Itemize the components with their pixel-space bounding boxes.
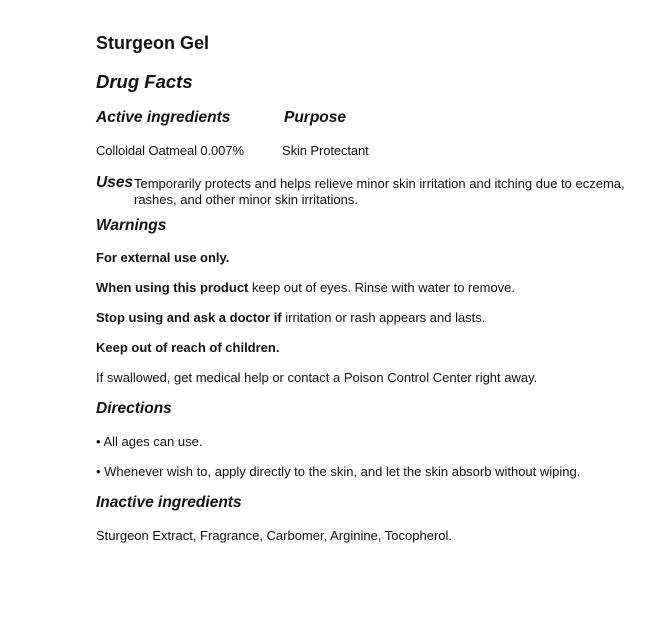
- active-ingredient: Colloidal Oatmeal 0.007%: [96, 143, 244, 158]
- warnings-heading: Warnings: [96, 217, 167, 234]
- active-purpose: Skin Protectant: [282, 143, 369, 158]
- stop-using-warning: [96, 310, 485, 325]
- uses-text-line1: Temporarily protects and helps relieve minor skin irritation and itching due to eczema,: [134, 176, 625, 191]
- swallowed-warning: If swallowed, get medical help or contact a Poison Control Center right away.: [96, 370, 538, 385]
- when-using-warning: [96, 280, 515, 295]
- direction-item: • Whenever wish to, apply directly to the skin, and let the skin absorb without wiping.: [96, 464, 581, 479]
- stop-using-label: Stop using and ask a doctor if: [96, 310, 282, 325]
- external-use-warning: For external use only.: [96, 250, 230, 265]
- keep-out-of-reach-warning: Keep out of reach of children.: [96, 340, 280, 355]
- inactive-ingredients-text: Sturgeon Extract, Fragrance, Carbomer, Arginine, Tocopherol.: [96, 528, 453, 543]
- uses-heading: Uses: [96, 174, 134, 191]
- product-title: Sturgeon Gel: [96, 33, 210, 53]
- direction-item: • All ages can use.: [96, 434, 203, 449]
- when-using-text: keep out of eyes. Rinse with water to remove.: [248, 280, 516, 295]
- inactive-ingredients-heading: Inactive ingredients: [96, 494, 242, 511]
- drug-facts-heading: Drug Facts: [96, 71, 193, 92]
- active-ingredients-heading: Active ingredients: [96, 109, 231, 126]
- directions-heading: Directions: [96, 400, 172, 417]
- stop-using-text: irritation or rash appears and lasts.: [281, 310, 486, 325]
- uses-text-line2: rashes, and other minor skin irritations.: [134, 192, 358, 207]
- when-using-label: When using this product: [96, 280, 249, 295]
- purpose-heading: Purpose: [284, 109, 347, 126]
